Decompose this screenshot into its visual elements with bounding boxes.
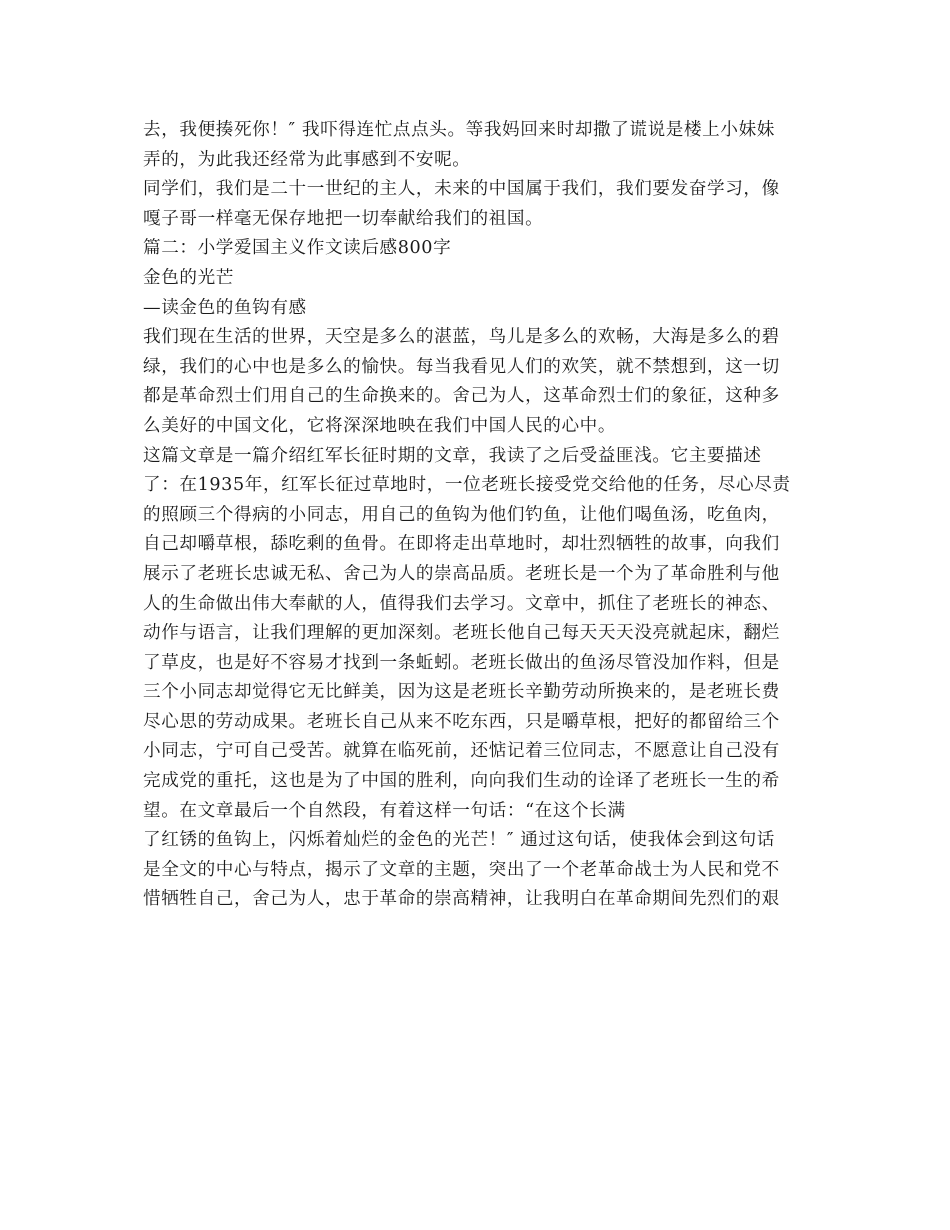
text-line: 人的生命做出伟大奉献的人，值得我们去学习。文章中，抓住了老班长的神态、 [143,593,780,614]
text-line: 都是革命烈士们用自己的生命换来的。舍己为人，这革命烈士们的象征，这种多 [143,386,780,407]
text-line: 动作与语言，让我们理解的更加深刻。老班长他自己每天天天没亮就起床，翻烂 [143,623,780,644]
text-line: 了：在1935年，红军长征过草地时，一位老班长接受党交给他的任务，尽心尽责 [143,475,791,496]
text-line: 同学们，我们是二十一世纪的主人，未来的中国属于我们，我们要发奋学习，像 [143,179,780,200]
text-line: 这篇文章是一篇介绍红军长征时期的文章，我读了之后受益匪浅。它主要描述 [143,445,762,466]
text-line: 惜牺牲自己，舍己为人，忠于革命的崇高精神，让我明白在革命期间先烈们的艰 [143,889,780,910]
text-line: 是全文的中心与特点，揭示了文章的主题，突出了一个老革命战士为人民和党不 [143,859,780,880]
text-line: 绿，我们的心中也是多么的愉快。每当我看见人们的欢笑，就不禁想到，这一切 [143,356,780,377]
text-line: 了红锈的鱼钩上，闪烁着灿烂的金色的光芒！″ 通过这句话，使我体会到这句话 [143,830,775,851]
text-line: 我们现在生活的世界，天空是多么的湛蓝，鸟儿是多么的欢畅，大海是多么的碧 [143,327,780,348]
text-line: 小同志，宁可自己受苦。就算在临死前，还惦记着三位同志，不愿意让自己没有 [143,741,780,762]
text-line: 了草皮，也是好不容易才找到一条蚯蚓。老班长做出的鱼汤尽管没加作料，但是 [143,652,780,673]
text-line: 尽心思的劳动成果。老班长自己从来不吃东西，只是嚼草根，把好的都留给三个 [143,711,780,732]
text-line: 嘎子哥一样毫无保存地把一切奉献给我们的祖国。 [143,208,544,229]
text-line: 自己却嚼草根，舔吃剩的鱼骨。在即将走出草地时，却壮烈牺牲的故事，向我们 [143,534,780,555]
text-line: 展示了老班长忠诚无私、舍己为人的崇高品质。老班长是一个为了革命胜利与他 [143,563,780,584]
text-line: 完成党的重托，这也是为了中国的胜利，向向我们生动的诠译了老班长一生的希 [143,771,780,792]
section-heading: 篇二：小学爱国主义作文读后感800字 [143,238,452,259]
text-line: 的照顾三个得病的小同志，用自己的鱼钩为他们钓鱼，让他们喝鱼汤，吃鱼肉， [143,504,780,525]
text-line: 弄的，为此我还经常为此事感到不安呢。 [143,149,471,170]
article-title: 金色的光芒 [143,267,234,288]
text-line: 么美好的中国文化，它将深深地映在我们中国人民的心中。 [143,415,617,436]
text-line: 三个小同志却觉得它无比鲜美，因为这是老班长辛勤劳动所换来的，是老班长费 [143,682,780,703]
text-line: 望。在文章最后一个自然段，有着这样一句话：“在这个长满 [143,800,626,821]
document-body [143,116,803,915]
article-subtitle: —读金色的鱼钩有感 [143,297,307,318]
text-line: 去，我便揍死你！″ 我吓得连忙点点头。等我妈回来时却撒了谎说是楼上小妹妹 [143,120,775,140]
